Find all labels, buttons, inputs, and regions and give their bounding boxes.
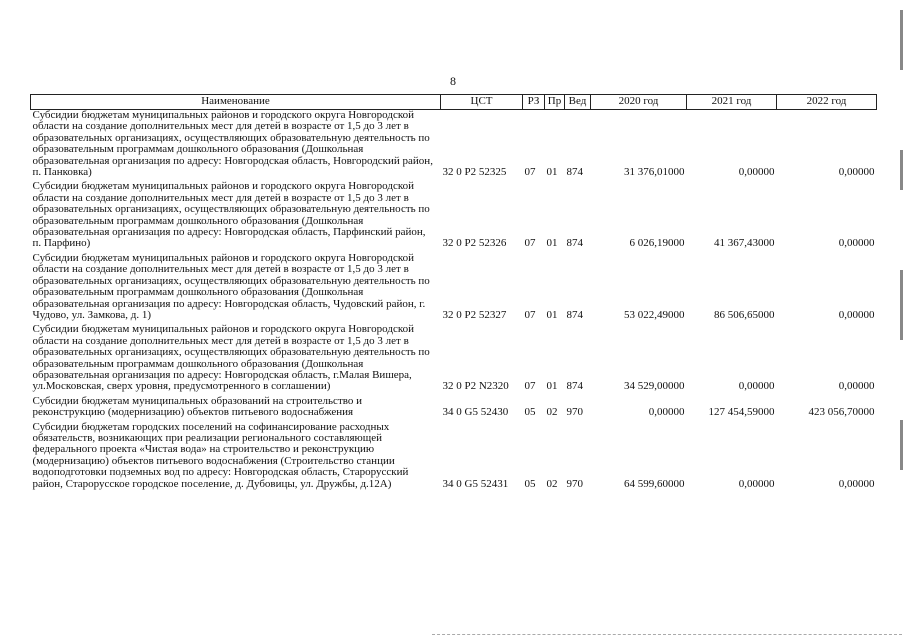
row-2022: 0,00000 — [838, 477, 875, 490]
row-name: Субсидии бюджетам муниципальных районов и городского округа Новгородской области на создание дополнительных мест для детей в возрасте от 1,5 до 3 лет в образовательных организациях, осуществляющих образовательную деятельность по образовательным программам дошкольного образования (Дошкольная образовательная организация по адресу: Новгородская область, Чудовский район, г. Чудово, ул. Замкова, д. 1) — [32, 251, 430, 321]
scan-edge-mark — [900, 420, 903, 470]
row-pr: 01 — [546, 380, 558, 393]
row-ved: 874 — [566, 166, 583, 179]
table-header-row — [31, 95, 877, 110]
table-row — [31, 253, 877, 324]
row-cst: 34 0 G5 52431 — [442, 477, 509, 490]
row-2020: 64 599,60000 — [624, 477, 685, 490]
table-row — [31, 181, 877, 252]
header-rz: РЗ — [523, 95, 545, 110]
row-ved: 874 — [566, 380, 583, 393]
row-rz: 07 — [524, 166, 536, 179]
row-pr: 01 — [546, 237, 558, 250]
row-name: Субсидии бюджетам городских поселений на софинансирование расходных обязательств, возникающих при реализации регионального составляющей федерального проекта «Чистая вода» на строительство и реконструкцию (модернизацию) объектов питьевого водоснабжения (Строительство станции водоподготовки подземных вод по адресу: Новгородская область, Старорусский район, Старорусское городское поселение, д. Дубовицы, ул. Дружбы, д.12А) — [32, 420, 409, 490]
table-row — [31, 324, 877, 395]
row-name: Субсидии бюджетам муниципальных районов и городского округа Новгородской области на создание дополнительных мест для детей в возрасте от 1,5 до 3 лет в образовательных организациях, осуществляющих образовательную деятельность по образовательным программам дошкольного образования (Дошкольная образовательная организация по адресу: Новгородская область, Новгородский район, п. Панковка) — [32, 109, 433, 179]
row-2022: 423 056,70000 — [808, 406, 875, 419]
row-2022: 0,00000 — [838, 308, 875, 321]
header-2022: 2022 год — [777, 95, 877, 110]
row-cst: 32 0 P2 52325 — [442, 166, 507, 179]
row-2020: 53 022,49000 — [624, 308, 685, 321]
row-name: Субсидии бюджетам муниципальных районов и городского округа Новгородской области на создание дополнительных мест для детей в возрасте от 1,5 до 3 лет в образовательных организациях, осуществляющих образовательную деятельность по образовательным программам дошкольного образования (Дошкольная образовательная организация по адресу: Новгородская область, г.Малая Вишера, ул.Московская, сверх уровня, предусмотренного в соглашении) — [32, 323, 430, 393]
row-pr: 01 — [546, 166, 558, 179]
header-name: Наименование — [31, 95, 441, 110]
row-rz: 07 — [524, 308, 536, 321]
scan-bottom-line — [432, 634, 902, 636]
row-2022: 0,00000 — [838, 237, 875, 250]
header-pr: Пр — [545, 95, 565, 110]
row-rz: 07 — [524, 380, 536, 393]
row-2021: 41 367,43000 — [714, 237, 775, 250]
row-2022: 0,00000 — [838, 166, 875, 179]
row-rz: 07 — [524, 237, 536, 250]
header-ved: Вед — [565, 95, 591, 110]
row-name: Субсидии бюджетам муниципальных районов и городского округа Новгородской области на создание дополнительных мест для детей в возрасте от 1,5 до 3 лет в образовательных организациях, осуществляющих образовательную деятельность по образовательным программам дошкольного образования (Дошкольная образовательная организация по адресу: Новгородская область, Парфинский район, п. Парфино) — [32, 180, 430, 250]
row-name: Субсидии бюджетам муниципальных образований на строительство и реконструкцию (модернизацию) объектов питьевого водоснабжения — [32, 394, 363, 419]
table-row — [31, 422, 877, 493]
header-2021: 2021 год — [687, 95, 777, 110]
table-row — [31, 396, 877, 422]
row-cst: 32 0 P2 52326 — [442, 237, 507, 250]
row-2021: 0,00000 — [738, 477, 775, 490]
row-rz: 05 — [524, 477, 536, 490]
row-pr: 02 — [546, 406, 558, 419]
row-pr: 01 — [546, 308, 558, 321]
scan-edge-mark — [900, 10, 903, 70]
row-2022: 0,00000 — [838, 380, 875, 393]
row-2020: 31 376,01000 — [624, 166, 685, 179]
page-number: 8 — [450, 74, 456, 88]
row-rz: 05 — [524, 406, 536, 419]
row-2021: 127 454,59000 — [708, 406, 775, 419]
row-2020: 34 529,00000 — [624, 380, 685, 393]
row-2021: 86 506,65000 — [714, 308, 775, 321]
scan-edge-mark — [900, 270, 903, 340]
budget-table — [30, 94, 877, 493]
table-row — [31, 110, 877, 182]
row-ved: 874 — [566, 308, 583, 321]
header-cst: ЦСТ — [441, 95, 523, 110]
row-cst: 34 0 G5 52430 — [442, 406, 509, 419]
row-pr: 02 — [546, 477, 558, 490]
header-2020: 2020 год — [591, 95, 687, 110]
row-2021: 0,00000 — [738, 166, 775, 179]
row-2020: 0,00000 — [648, 406, 685, 419]
scan-edge-mark — [900, 150, 903, 190]
row-cst: 32 0 P2 52327 — [442, 308, 507, 321]
row-ved: 970 — [566, 477, 583, 490]
row-ved: 970 — [566, 406, 583, 419]
row-2020: 6 026,19000 — [629, 237, 685, 250]
row-cst: 32 0 P2 N2320 — [442, 380, 509, 393]
row-2021: 0,00000 — [738, 380, 775, 393]
row-ved: 874 — [566, 237, 583, 250]
